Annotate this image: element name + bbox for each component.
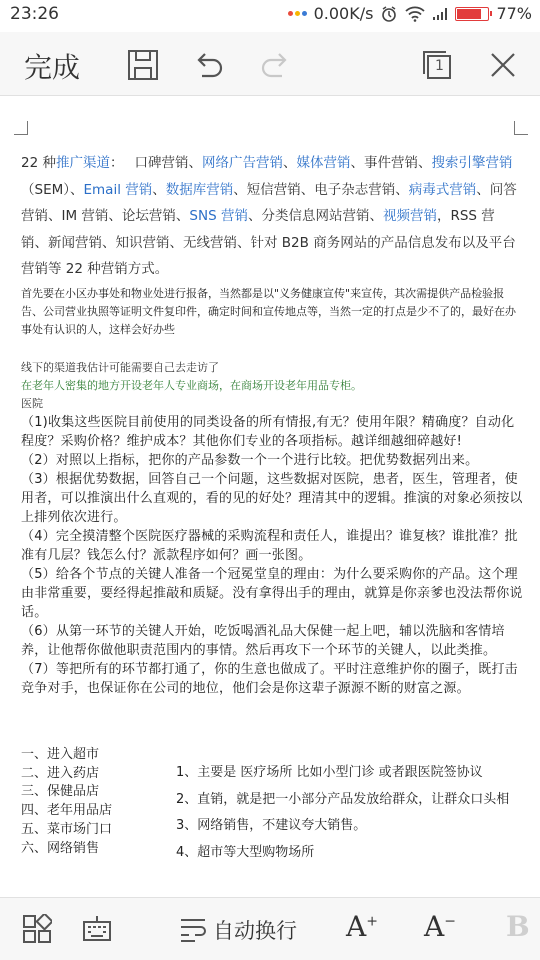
channel-list-right xyxy=(176,760,509,866)
intro-link[interactable]: 数据库营销 xyxy=(165,181,234,198)
keyboard-icon[interactable] xyxy=(82,914,112,944)
status-indicators xyxy=(288,4,532,23)
intro-link[interactable]: Email 营销 xyxy=(83,181,153,198)
channel-detail-item: 4、超市等大型购物场所 xyxy=(176,844,315,860)
wrap-icon[interactable] xyxy=(178,914,208,944)
channel-list-left xyxy=(21,746,112,858)
font-decrease-icon[interactable]: A− xyxy=(424,910,456,943)
status-bar xyxy=(0,0,540,32)
channel-detail-item: 1、主要是 医疗场所 比如小型门诊 或者跟医院签协议 xyxy=(176,765,483,780)
page-count-number: 1 xyxy=(435,58,444,74)
grid-icon[interactable] xyxy=(22,914,52,944)
hospital-step: （2）对照以上指标，把你的产品参数一个一个进行比较。把优势数据列出来。 xyxy=(21,453,479,468)
intro-link[interactable]: 媒体营销 xyxy=(296,155,351,171)
hospital-label: 医院 xyxy=(21,397,43,410)
page-count-button[interactable] xyxy=(420,48,454,82)
intro-text: 、事件营销、 xyxy=(350,155,432,171)
battery-icon xyxy=(455,7,489,21)
channel-detail-item: 2、直销，就是把一小部分产品发放给群众，让群众口头相 xyxy=(176,791,510,807)
intro-text: 、分类信息网站营销、 xyxy=(247,208,383,224)
intro-paragraph xyxy=(21,150,521,283)
channel-item: 三、保健品店 xyxy=(21,784,100,800)
channel-item: 四、老年用品店 xyxy=(21,803,113,819)
battery-percent: 77% xyxy=(496,4,532,23)
intro-link[interactable]: 视频营销 xyxy=(382,208,437,224)
hospital-steps xyxy=(21,413,523,698)
intro-text: 、短信营销、电子杂志营销、 xyxy=(233,181,409,198)
hospital-step: （7）等把所有的环节都打通了，你的生意也做成了。平时注意维护你的圈子，既打击竞争对手，也保证你在公司的地位，他们会是你这辈子源源不断的财富之源。 xyxy=(21,662,518,696)
offline-channel-block xyxy=(21,359,521,413)
intro-text: 22 种 xyxy=(21,155,56,171)
intro-link[interactable]: 病毒式营销 xyxy=(408,181,477,198)
signal-icon xyxy=(432,7,448,21)
wifi-icon xyxy=(405,6,425,22)
hospital-step: （1)收集这些医院目前使用的同类设备的所有情报,有无？使用年限？精确度？自动化程度？采购价格？维护成本？其他你们专业的各项指标。越详细越细碎越好! xyxy=(21,415,515,449)
done-button[interactable]: 完成 xyxy=(24,51,81,84)
elderly-store-line: 在老年人密集的地方开设老年人专业商场，在商场开设老年用品专柜。 xyxy=(21,379,362,392)
font-increase-icon[interactable]: A+ xyxy=(346,910,378,943)
redo-icon[interactable] xyxy=(258,48,292,82)
status-time: 23:26 xyxy=(10,4,59,24)
intro-text: 、 xyxy=(152,181,166,198)
close-icon[interactable] xyxy=(486,48,520,82)
intro-link[interactable]: 推广渠道 xyxy=(55,155,110,171)
offline-line: 线下的渠道我估计可能需要自己去走访了 xyxy=(21,361,219,374)
channel-item: 一、进入超市 xyxy=(21,747,100,762)
community-note-paragraph: 首先要在小区办事处和物业处进行报备，当然都是以"义务健康宣传"来宣传，其次需提供产品检验报告、公司营业执照等证明文件复印件，确定时间和宣传地点等，当然一定的打点是少不了的，最好在办事处有认识的人，这样会好办些 xyxy=(21,287,516,336)
channel-item: 六、网络销售 xyxy=(21,840,100,856)
page-corner-marker-left xyxy=(14,121,28,135)
net-speed: 0.00K/s xyxy=(313,4,374,23)
intro-text: ： 口碑营销、 xyxy=(109,155,203,171)
bottom-toolbar xyxy=(0,897,540,960)
document-canvas[interactable] xyxy=(0,97,540,897)
intro-text: ，RSS 营销、新闻营销、知识营销、无线营销、针对 B2B 商务网站的产品信息发布以及平台营销等 22 种营销方式。 xyxy=(21,208,516,277)
notification-dots-icon xyxy=(288,11,307,16)
alarm-icon xyxy=(380,5,398,23)
intro-text: （SEM）、 xyxy=(21,181,84,198)
channel-detail-item: 3、网络销售，不建议夸大销售。 xyxy=(176,818,367,833)
hospital-step: （5）给各个节点的关键人准备一个冠冕堂皇的理由：为什么要采购你的产品。这个理由非常重要，要经得起推敲和质疑。没有拿得出手的理由，就算是你亲爹也没法帮你说话。 xyxy=(21,567,523,620)
bold-icon[interactable]: B xyxy=(506,910,530,943)
auto-wrap-button[interactable]: 自动换行 xyxy=(213,919,297,943)
save-icon[interactable] xyxy=(126,48,160,82)
undo-icon[interactable] xyxy=(192,48,226,82)
channel-item: 五、菜市场门口 xyxy=(21,821,113,837)
hospital-step: （6）从第一环节的关键人开始，吃饭喝酒礼品大保健一起上吧，辅以洗脑和客情培养，让他帮你做他职责范围内的事情。然后再攻下一个环节的关键人，以此类推。 xyxy=(21,624,505,658)
hospital-step: （3）根据优势数据，回答自己一个问题，这些数据对医院，患者，医生，管理者，使用者，可以推演出什么直观的，看的见的好处？理清其中的逻辑。推演的对象必须按以上排列依次进行。 xyxy=(21,472,523,525)
intro-text: 、问答营销、IM 营销、论坛营销、 xyxy=(21,181,517,224)
intro-link[interactable]: 网络广告营销 xyxy=(202,155,284,171)
intro-text: 、 xyxy=(283,155,297,171)
intro-link[interactable]: SNS 营销 xyxy=(189,208,248,224)
channel-item: 二、进入药店 xyxy=(21,765,100,781)
intro-link[interactable]: 搜索引擎营销 xyxy=(431,155,513,171)
page-corner-marker-right xyxy=(514,121,528,135)
editor-toolbar xyxy=(0,32,540,96)
hospital-step: （4）完全摸清整个医院医疗器械的采购流程和责任人，谁提出？谁复核？谁批准？批准有几层？钱怎么付？派款程序如何？画一张图。 xyxy=(21,529,518,563)
